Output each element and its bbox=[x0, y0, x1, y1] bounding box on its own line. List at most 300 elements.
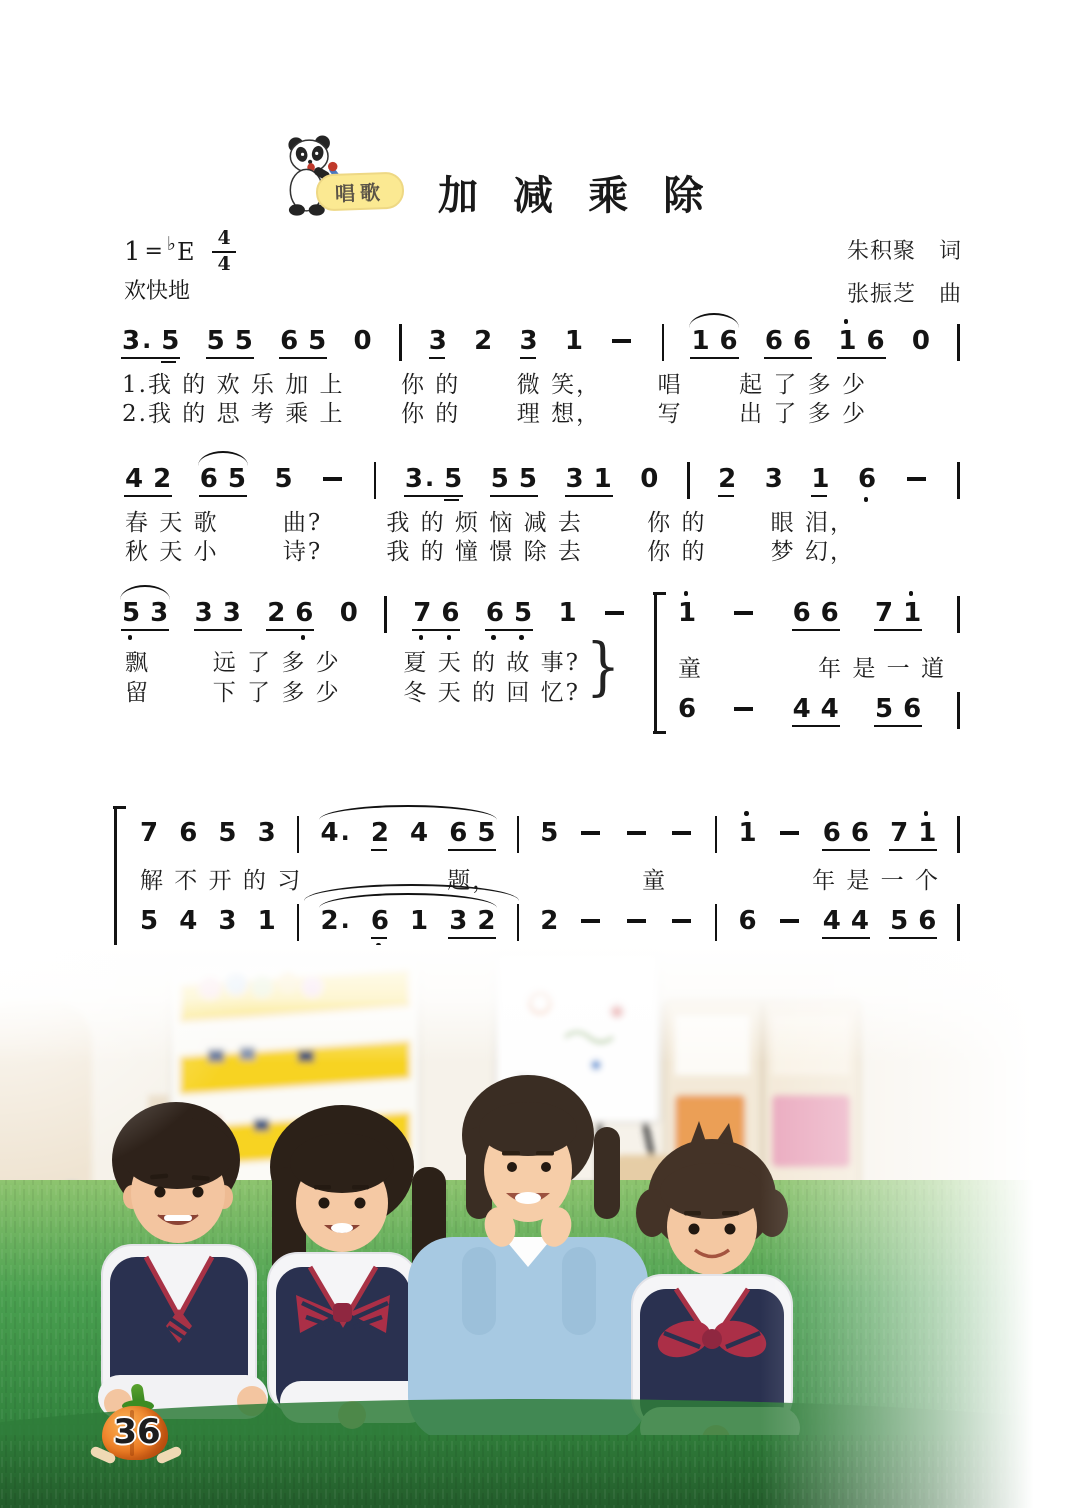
note bbox=[875, 696, 893, 722]
octave-dot-low bbox=[519, 635, 524, 640]
barline bbox=[297, 816, 300, 853]
lyric-segment: 春 天 歌 bbox=[125, 510, 219, 536]
note-digit: 3 bbox=[764, 464, 783, 494]
note-group bbox=[566, 466, 612, 492]
note bbox=[514, 600, 532, 626]
note-group bbox=[875, 600, 921, 626]
note-digit: 5 bbox=[161, 326, 180, 356]
barline bbox=[957, 904, 960, 941]
note-digit: 3 bbox=[404, 464, 423, 494]
note-digit: 5 bbox=[477, 818, 496, 848]
note-digit: 2 bbox=[267, 598, 286, 628]
note-digit: 4 bbox=[792, 694, 811, 724]
note bbox=[200, 466, 218, 492]
note bbox=[140, 820, 158, 846]
note-digit: 2 bbox=[477, 906, 496, 936]
beam-underline bbox=[889, 849, 937, 851]
note-digit: 5 bbox=[140, 906, 159, 936]
note-digit: 4 bbox=[125, 464, 144, 494]
lyric-segment: 你 的 bbox=[647, 510, 707, 536]
lyric-segment: 年 是 一 个 bbox=[812, 868, 940, 894]
note bbox=[444, 466, 462, 492]
note bbox=[491, 466, 509, 492]
note-digit: 6 bbox=[449, 818, 468, 848]
notation-line-3-voice-top bbox=[678, 600, 960, 630]
lyric-segment: 唱 bbox=[657, 372, 683, 398]
note-digit: 1 bbox=[564, 326, 583, 356]
note-digit: 5 bbox=[518, 464, 537, 494]
eighth-underline bbox=[520, 357, 536, 359]
note bbox=[195, 600, 213, 626]
barline bbox=[399, 324, 402, 361]
note bbox=[405, 466, 434, 492]
note bbox=[486, 600, 504, 626]
note bbox=[477, 908, 495, 934]
beam-underline bbox=[199, 495, 247, 497]
note bbox=[223, 600, 241, 626]
note bbox=[140, 908, 158, 934]
lyricist-credit: 朱积聚 词 bbox=[846, 239, 962, 264]
note-digit: 1 bbox=[678, 598, 697, 628]
note bbox=[371, 820, 389, 846]
beam-underline bbox=[412, 629, 460, 631]
lyric-segment: 解 不 开 的 习 bbox=[140, 868, 303, 894]
note bbox=[866, 328, 884, 354]
dash-note bbox=[321, 466, 345, 492]
note bbox=[449, 820, 467, 846]
note-digit: 6 bbox=[903, 694, 922, 724]
note-digit: 1 bbox=[918, 818, 937, 848]
note bbox=[153, 466, 171, 492]
note bbox=[179, 908, 197, 934]
note-digit: 6 bbox=[199, 464, 218, 494]
note bbox=[765, 466, 783, 492]
note bbox=[823, 820, 841, 846]
note bbox=[594, 466, 612, 492]
note-digit: 3 bbox=[257, 818, 276, 848]
section-badge-sing: 唱歌 bbox=[315, 171, 404, 211]
note bbox=[275, 466, 293, 492]
note-group bbox=[280, 328, 326, 354]
note-digit: 6 bbox=[295, 598, 314, 628]
beam-underline bbox=[490, 495, 538, 497]
note-digit: 6 bbox=[792, 598, 811, 628]
note-group bbox=[691, 328, 737, 354]
note bbox=[793, 696, 811, 722]
note bbox=[308, 328, 326, 354]
note bbox=[235, 328, 253, 354]
note bbox=[793, 328, 811, 354]
barline bbox=[957, 596, 960, 633]
beam-underline bbox=[822, 849, 870, 851]
note bbox=[477, 820, 495, 846]
note bbox=[720, 328, 738, 354]
note-digit: 7 bbox=[413, 598, 432, 628]
note-digit: 1 bbox=[691, 326, 710, 356]
beam-underline bbox=[889, 937, 937, 939]
notation-line-1 bbox=[122, 328, 960, 358]
note bbox=[738, 820, 756, 846]
key-equals: = bbox=[144, 239, 163, 265]
dash-note bbox=[625, 820, 649, 846]
lyric-segment: 你 的 bbox=[400, 401, 461, 427]
note-digit: 3 bbox=[565, 464, 584, 494]
dash-note bbox=[778, 820, 802, 846]
eighth-underline bbox=[718, 495, 734, 497]
system-4 bbox=[114, 806, 962, 951]
note-digit: 2 bbox=[540, 906, 559, 936]
note-digit: 6 bbox=[918, 906, 937, 936]
note bbox=[678, 600, 696, 626]
beam-underline bbox=[279, 357, 327, 359]
beam-underline bbox=[124, 495, 172, 497]
note-group bbox=[875, 696, 921, 722]
note-digit: 4 bbox=[320, 818, 339, 848]
note-group bbox=[413, 600, 459, 626]
note bbox=[640, 466, 658, 492]
note-digit: 2 bbox=[320, 906, 339, 936]
beam-underline bbox=[121, 629, 169, 631]
note bbox=[321, 908, 350, 934]
note bbox=[823, 908, 841, 934]
note-group bbox=[449, 908, 495, 934]
octave-dot-high bbox=[684, 591, 689, 596]
note-digit: 5 bbox=[308, 326, 327, 356]
lyric-segment: 飘 bbox=[125, 650, 150, 676]
lyrics-line4 bbox=[140, 862, 940, 895]
note-digit: 1 bbox=[838, 326, 857, 356]
augmentation-dot: . bbox=[142, 326, 152, 354]
note-digit: 0 bbox=[640, 464, 659, 494]
note bbox=[267, 600, 285, 626]
lyric-segment: 诗? bbox=[282, 539, 323, 565]
note bbox=[540, 820, 558, 846]
credits bbox=[660, 234, 962, 320]
dash-note bbox=[625, 908, 649, 934]
page-number-pepper bbox=[100, 1384, 174, 1476]
lyric-segment: 题， bbox=[447, 868, 498, 894]
dash-note bbox=[670, 820, 694, 846]
note bbox=[218, 908, 236, 934]
note-group bbox=[122, 328, 179, 354]
note-digit: 0 bbox=[339, 598, 358, 628]
lyric-segment: 下 了 多 少 bbox=[212, 680, 341, 706]
barline bbox=[384, 596, 387, 633]
meter-upper: 4 bbox=[212, 228, 235, 253]
meter-lower: 4 bbox=[217, 252, 231, 275]
note-digit: 5 bbox=[890, 906, 909, 936]
note bbox=[738, 908, 756, 934]
note-digit: 4 bbox=[820, 694, 839, 724]
note-digit: 5 bbox=[227, 464, 246, 494]
note-digit: 6 bbox=[850, 818, 869, 848]
note bbox=[565, 328, 583, 354]
beam-underline bbox=[690, 357, 738, 359]
note-group bbox=[125, 466, 171, 492]
note-group bbox=[890, 908, 936, 934]
note-digit: 1 bbox=[410, 906, 429, 936]
lyric-segment: 夏 天 的 故 事? bbox=[403, 650, 580, 676]
barline bbox=[297, 904, 300, 941]
note bbox=[858, 466, 876, 492]
octave-dot-low bbox=[128, 635, 133, 640]
sixteenth-underline bbox=[161, 361, 176, 363]
note-digit: 3 bbox=[519, 326, 538, 356]
eighth-underline bbox=[429, 357, 445, 359]
eighth-underline bbox=[371, 849, 387, 851]
lyric-segment: 童 bbox=[678, 656, 703, 682]
note-digit: 2 bbox=[718, 464, 737, 494]
note bbox=[161, 328, 179, 354]
note-digit: 7 bbox=[874, 598, 894, 628]
lyric-segment: 曲? bbox=[282, 510, 323, 536]
note-digit: 5 bbox=[874, 694, 894, 724]
flat-sign: ♭ bbox=[166, 232, 176, 255]
octave-dot-low bbox=[419, 635, 424, 640]
note bbox=[258, 820, 276, 846]
note bbox=[691, 328, 709, 354]
note bbox=[540, 908, 558, 934]
note bbox=[838, 328, 856, 354]
note-digit: 6 bbox=[866, 326, 885, 356]
note-group bbox=[823, 908, 869, 934]
lyric-segment: 梦 幻， bbox=[770, 539, 855, 565]
note bbox=[228, 466, 246, 492]
note-group bbox=[207, 328, 253, 354]
note-group bbox=[200, 466, 246, 492]
beam-underline bbox=[565, 495, 613, 497]
note bbox=[354, 328, 372, 354]
note-digit: 7 bbox=[890, 818, 909, 848]
lyric-segment: 眼 泪， bbox=[770, 510, 855, 536]
note bbox=[520, 328, 538, 354]
note-digit: 5 bbox=[444, 464, 463, 494]
note-digit: 5 bbox=[122, 598, 141, 628]
note-digit: 5 bbox=[206, 326, 225, 356]
note bbox=[207, 328, 225, 354]
note-group bbox=[195, 600, 241, 626]
note-group bbox=[449, 820, 495, 846]
beam-underline bbox=[837, 357, 885, 359]
note-group bbox=[890, 820, 936, 846]
octave-dot-high bbox=[909, 591, 914, 596]
note bbox=[519, 466, 537, 492]
dash-note bbox=[579, 820, 603, 846]
note-digit: 1 bbox=[811, 464, 830, 494]
note bbox=[410, 908, 428, 934]
note-digit: 7 bbox=[140, 818, 159, 848]
note bbox=[258, 908, 276, 934]
note bbox=[566, 466, 584, 492]
note bbox=[340, 600, 358, 626]
note bbox=[890, 908, 908, 934]
note-group bbox=[491, 466, 537, 492]
song-title: 加 减 乘 除 bbox=[438, 174, 716, 218]
note-digit: 4 bbox=[410, 818, 429, 848]
voice-bracket-line3 bbox=[654, 592, 666, 734]
note bbox=[558, 600, 576, 626]
barline bbox=[374, 462, 377, 499]
lyrics-verse2-line2 bbox=[125, 533, 855, 566]
lyric-segment: 1.我 的 欢 乐 加 上 bbox=[122, 372, 345, 398]
augmentation-dot: . bbox=[340, 818, 350, 846]
dash-note bbox=[603, 600, 627, 626]
barline bbox=[957, 692, 960, 729]
note-digit: 5 bbox=[540, 818, 559, 848]
octave-dot-low bbox=[864, 497, 869, 502]
barline bbox=[957, 816, 960, 853]
lyric-segment: 写 bbox=[657, 401, 683, 427]
notation-line-2 bbox=[125, 466, 960, 496]
lyrics-verse1-line3 bbox=[125, 644, 580, 677]
dash-note bbox=[610, 328, 634, 354]
notation-line-4-voice-bottom bbox=[140, 908, 960, 938]
lyric-segment: 起 了 多 少 bbox=[739, 372, 867, 398]
note bbox=[875, 600, 893, 626]
slur bbox=[198, 451, 248, 466]
note bbox=[821, 600, 839, 626]
eighth-underline bbox=[811, 495, 827, 497]
note-digit: 4 bbox=[822, 906, 841, 936]
note bbox=[441, 600, 459, 626]
slur bbox=[120, 585, 170, 600]
note-digit: 3 bbox=[122, 326, 141, 356]
page-number: 36 bbox=[113, 1412, 161, 1452]
notation-line-3-left bbox=[122, 600, 627, 630]
dash-note bbox=[905, 466, 929, 492]
note-digit: 5 bbox=[234, 326, 253, 356]
note-group bbox=[405, 466, 462, 492]
beam-underline bbox=[404, 495, 463, 497]
note-digit: 3 bbox=[218, 906, 237, 936]
note-digit: 6 bbox=[822, 818, 841, 848]
lyrics-verse2-line3 bbox=[125, 674, 580, 707]
note-digit: 1 bbox=[558, 598, 577, 628]
note-digit: 6 bbox=[280, 326, 299, 356]
beam-underline bbox=[874, 725, 922, 727]
note bbox=[912, 328, 930, 354]
note-group bbox=[793, 696, 839, 722]
note-digit: 2 bbox=[153, 464, 172, 494]
beam-underline bbox=[448, 937, 496, 939]
beam-underline bbox=[206, 357, 254, 359]
tempo-marking: 欢快地 bbox=[124, 279, 191, 304]
beam-underline bbox=[194, 629, 242, 631]
note bbox=[218, 820, 236, 846]
barline bbox=[517, 816, 520, 853]
note bbox=[890, 820, 908, 846]
notation-line-4-voice-top bbox=[140, 820, 960, 850]
note bbox=[851, 908, 869, 934]
note-digit: 6 bbox=[764, 326, 783, 356]
note-digit: 6 bbox=[719, 326, 738, 356]
note bbox=[410, 820, 428, 846]
beam-underline bbox=[121, 357, 180, 359]
note bbox=[918, 908, 936, 934]
note bbox=[474, 328, 492, 354]
lyric-segment: 年 是 一 道 bbox=[818, 656, 946, 682]
note bbox=[150, 600, 168, 626]
note-digit: 1 bbox=[593, 464, 612, 494]
lyric-segment: 我 的 憧 憬 除 去 bbox=[386, 539, 583, 565]
octave-dot-high bbox=[924, 811, 929, 816]
notation-line-3-voice-bottom bbox=[678, 696, 960, 726]
note bbox=[918, 820, 936, 846]
beam-underline bbox=[764, 357, 812, 359]
note bbox=[821, 696, 839, 722]
note bbox=[429, 328, 447, 354]
note-group bbox=[486, 600, 532, 626]
note bbox=[793, 600, 811, 626]
lyric-segment: 出 了 多 少 bbox=[739, 401, 867, 427]
lyric-segment: 冬 天 的 回 忆? bbox=[403, 680, 580, 706]
note bbox=[449, 908, 467, 934]
key-tonic: 1 bbox=[124, 236, 141, 267]
verse-merge-brace: } bbox=[585, 630, 621, 704]
composer-credit: 张振芝 曲 bbox=[846, 282, 962, 307]
note bbox=[122, 328, 151, 354]
barline bbox=[957, 462, 960, 499]
beam-underline bbox=[448, 849, 496, 851]
octave-dot-high bbox=[844, 319, 849, 324]
note-group bbox=[838, 328, 884, 354]
augmentation-dot: . bbox=[424, 464, 435, 492]
dash-note bbox=[778, 908, 802, 934]
barline bbox=[715, 816, 718, 853]
note-group bbox=[267, 600, 313, 626]
lyric-segment: 2.我 的 思 考 乘 上 bbox=[122, 401, 345, 427]
note-digit: 6 bbox=[441, 598, 460, 628]
dash-note bbox=[670, 908, 694, 934]
octave-dot-high bbox=[744, 811, 749, 816]
note-digit: 5 bbox=[513, 598, 533, 628]
voice-bracket-line4 bbox=[114, 806, 126, 948]
note bbox=[903, 600, 921, 626]
lyric-segment: 理 想， bbox=[516, 401, 602, 427]
note bbox=[811, 466, 829, 492]
note bbox=[765, 328, 783, 354]
lyrics-line3-right bbox=[678, 650, 946, 683]
note-group bbox=[823, 820, 869, 846]
octave-dot-low bbox=[301, 635, 306, 640]
lyric-segment: 童 bbox=[642, 868, 668, 894]
note-digit: 1 bbox=[738, 818, 757, 848]
slur bbox=[319, 805, 497, 820]
note bbox=[413, 600, 431, 626]
sixteenth-underline bbox=[444, 499, 459, 501]
note-digit: 2 bbox=[474, 326, 493, 356]
note-digit: 5 bbox=[218, 818, 237, 848]
note bbox=[678, 696, 696, 722]
lyric-segment: 你 的 bbox=[400, 372, 461, 398]
beam-underline bbox=[485, 629, 533, 631]
eighth-underline bbox=[371, 937, 387, 939]
dash-note bbox=[579, 908, 603, 934]
note-digit: 3 bbox=[428, 326, 447, 356]
note-digit: 6 bbox=[370, 906, 389, 936]
note-digit: 1 bbox=[257, 906, 276, 936]
lyric-segment: 秋 天 小 bbox=[125, 539, 219, 565]
octave-dot-low bbox=[447, 635, 452, 640]
note-digit: 5 bbox=[274, 464, 293, 494]
note bbox=[295, 600, 313, 626]
lyric-segment: 我 的 烦 恼 减 去 bbox=[386, 510, 583, 536]
note-group bbox=[793, 600, 839, 626]
note-digit: 3 bbox=[222, 598, 241, 628]
note-digit: 6 bbox=[179, 818, 198, 848]
beam-underline bbox=[792, 629, 840, 631]
dash-note bbox=[732, 600, 756, 626]
